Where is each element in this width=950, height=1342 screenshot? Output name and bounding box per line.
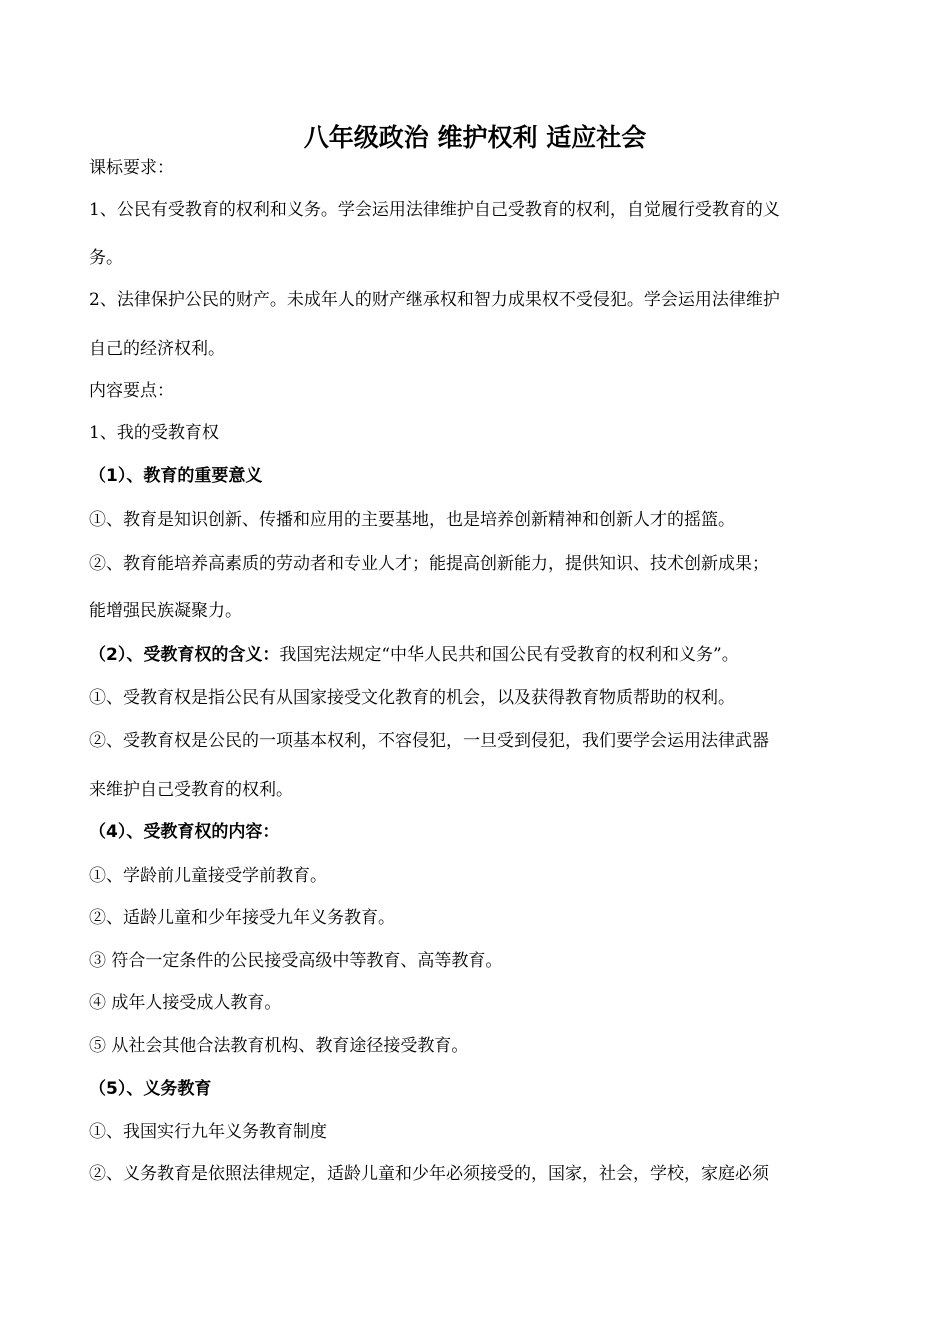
document-title: 八年级政治 维护权利 适应社会 <box>303 123 647 152</box>
section-heading-line <box>89 643 739 667</box>
section-heading: （4）、受教育权的内容： <box>89 822 280 842</box>
text-line: 务。 <box>89 248 123 268</box>
text-line: ①、我国实行九年义务教育制度 <box>89 1122 327 1142</box>
text-line: ①、学龄前儿童接受学前教育。 <box>89 866 327 886</box>
text-line: ②、教育能培养高素质的劳动者和专业人才；能提高创新能力，提供知识、技术创新成果； <box>89 554 769 574</box>
text-line: ①、教育是知识创新、传播和应用的主要基地，也是培养创新精神和创新人才的摇篮。 <box>89 510 735 530</box>
text-line: 自己的经济权利。 <box>89 339 225 359</box>
section-heading-suffix: 我国宪法规定“中华人民共和国公民有受教育的权利和义务”。 <box>279 645 739 665</box>
text-line: ③ 符合一定条件的公民接受高级中等教育、高等教育。 <box>89 951 503 971</box>
text-line: 2、法律保护公民的财产。未成年人的财产继承权和智力成果权不受侵犯。学会运用法律维护 <box>89 290 780 310</box>
text-line: 来维护自己受教育的权利。 <box>89 780 293 800</box>
text-line: ②、受教育权是公民的一项基本权利，不容侵犯，一旦受到侵犯，我们要学会运用法律武器 <box>89 731 769 751</box>
section-heading: （1）、教育的重要意义 <box>89 466 263 486</box>
text-line: ②、义务教育是依照法律规定，适龄儿童和少年必须接受的，国家，社会，学校，家庭必须 <box>89 1164 769 1184</box>
text-line: ④ 成年人接受成人教育。 <box>89 993 282 1013</box>
section-heading: （2）、受教育权的含义： <box>89 645 280 665</box>
text-line: 内容要点： <box>89 381 174 401</box>
text-line: 课标要求： <box>89 158 174 178</box>
text-line: 1、我的受教育权 <box>89 423 219 443</box>
text-line: ⑤ 从社会其他合法教育机构、教育途径接受教育。 <box>89 1036 469 1056</box>
section-heading: （5）、义务教育 <box>89 1079 212 1099</box>
text-line: 能增强民族凝聚力。 <box>89 601 242 621</box>
text-line: 1、公民有受教育的权利和义务。学会运用法律维护自己受教育的权利，自觉履行受教育的义 <box>89 200 780 220</box>
text-line: ②、适龄儿童和少年接受九年义务教育。 <box>89 908 395 928</box>
text-line: ①、受教育权是指公民有从国家接受文化教育的机会，以及获得教育物质帮助的权利。 <box>89 688 735 708</box>
